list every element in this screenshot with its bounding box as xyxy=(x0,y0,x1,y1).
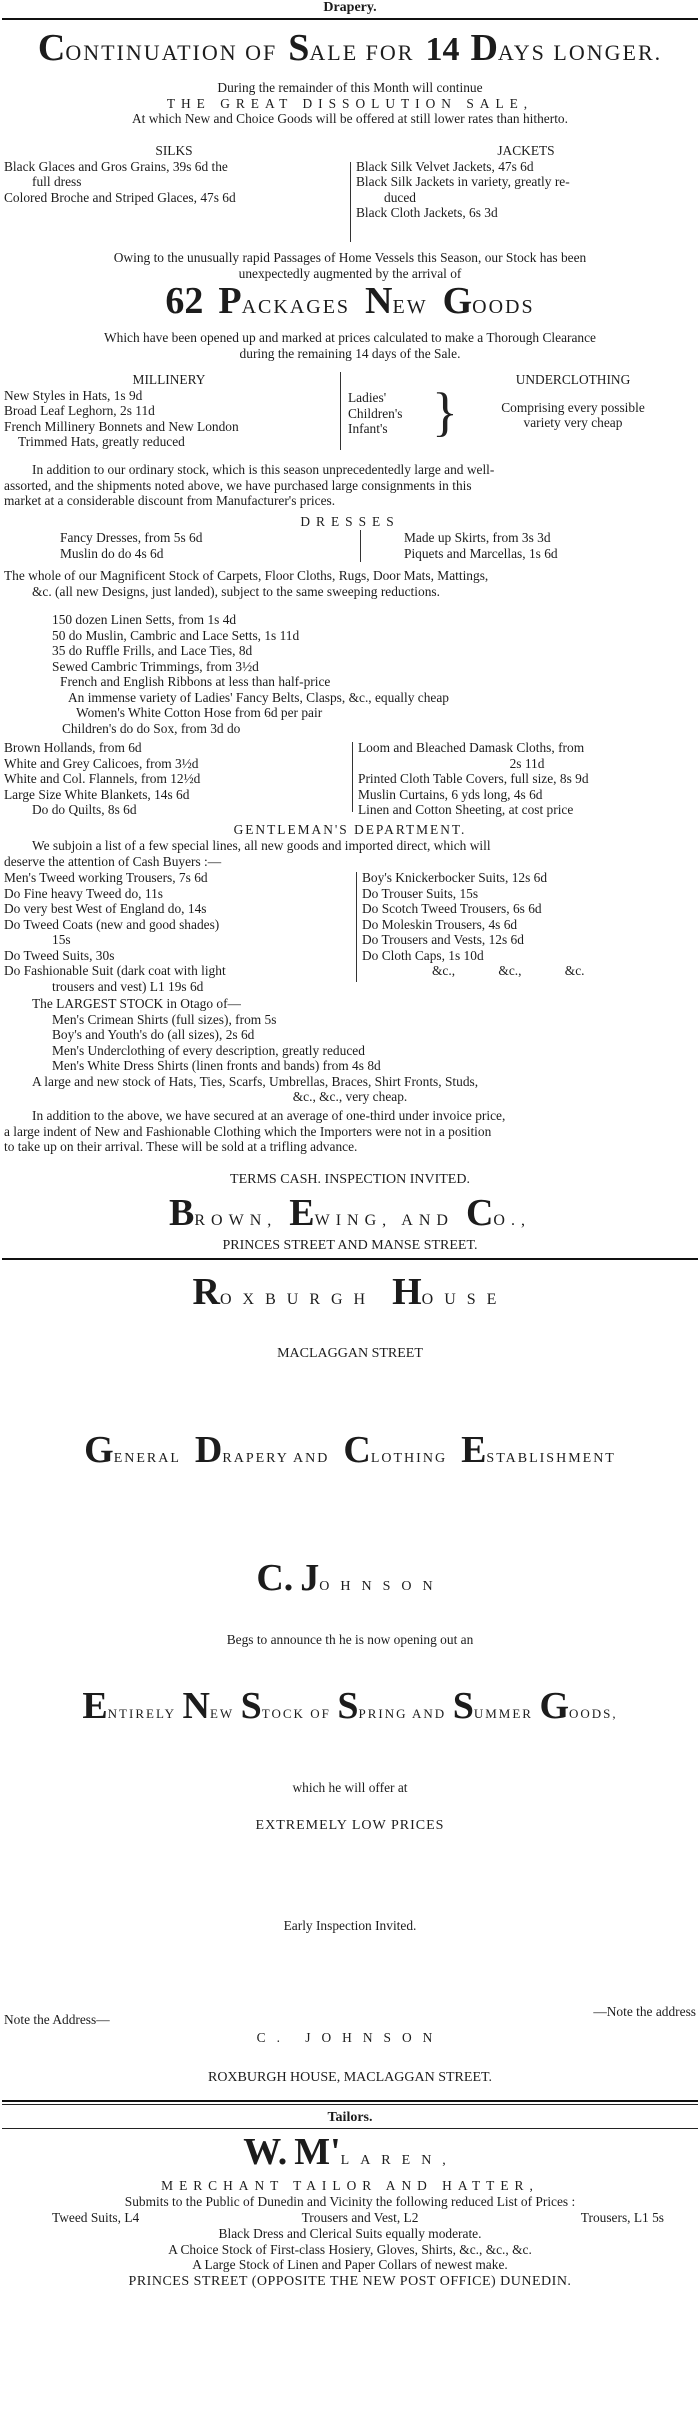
brace: } xyxy=(432,382,458,442)
ad3-prices: Tweed Suits, L4 Trousers and Vest, L2 Trousers, L1 5s xyxy=(52,2210,664,2225)
firm-address: PRINCES STREET AND MANSE STREET. xyxy=(222,1238,478,1253)
divider xyxy=(2,2104,698,2105)
owing-paragraph: Owing to the unusually rapid Passages of Home Vessels this Season, our Stock has been unexpectedly augmented by the arrival of xyxy=(113,250,587,281)
dresses-right: Made up Skirts, from 3s 3d Piquets and Marcellas, 1s 6d xyxy=(404,530,558,561)
terms: TERMS CASH. INSPECTION INVITED. xyxy=(230,1172,470,1187)
gents-left: Men's Tweed working Trousers, 7s 6d Do Fine heavy Tweed do, 11s Do very best West of England do, 14s Do Tweed Coats (new and good shades) 15s Do Tweed Suits, 30s Do Fashionable Suit (dark coat with light trousers and vest) L1 19s 6d xyxy=(4,870,226,994)
linen-list: 150 dozen Linen Setts, from 1s 4d 50 do Muslin, Cambric and Lace Setts, 1s 11d 35 do Ruffle Frills, and Lace Ties, 8d Sewed Cambric Trimmings, from 3½d French and English Ribbons at less than half-price An immense variety of Ladies' Fancy Belts, Clasps, &c., equally cheap Women's White Cotton Hose from 6d per pair Children's do do Sox, from 3d do xyxy=(52,612,449,736)
opened-paragraph: Which have been opened up and marked at prices calculated to make a Thorough Clearance during the remaining 14 days of the Sale. xyxy=(103,330,596,361)
section-heading-drapery: Drapery. xyxy=(323,0,377,15)
ad3-lines: Black Dress and Clerical Suits equally moderate. A Choice Stock of First-class Hosiery, Gloves, Shirts, &c., &c., &c. A Large Stock of Linen and Paper Collars of newest make. xyxy=(168,2226,532,2272)
ad3-name: W. M'LAREN, xyxy=(243,2131,457,2173)
ad2-house: ROXBURGH HOUSE, MACLAGGAN STREET. xyxy=(207,2070,493,2085)
silks-column: SILKS Black Glaces and Gros Grains, 39s 6d the full dress Colored Broche and Striped Glaces, 47s 6d xyxy=(4,143,236,205)
ad2-street: MACLAGGAN STREET xyxy=(277,1346,423,1361)
carpets-paragraph: The whole of our Magnificent Stock of Carpets, Floor Cloths, Rugs, Door Mats, Mattings, &c. (all new Designs, just landed), subject to the same sweeping reductions. xyxy=(4,568,489,599)
ad3-trade: MERCHANT TAILOR AND HATTER, xyxy=(161,2178,539,2193)
ad2-signature: C. JOHNSON xyxy=(256,2030,444,2045)
dresses-heading: DRESSES xyxy=(300,514,400,529)
dresses-left: Fancy Dresses, from 5s 6d Muslin do do 4s 6d xyxy=(60,530,203,561)
largest-stock: The LARGEST STOCK in Otago of— Men's Crimean Shirts (full sizes), from 5s Boy's and Youth's do (all sizes), 2s 6d Men's Underclothing of every description, greatly reduced Men's White Dress Shirts (linen fronts and bands) from 4s 8d A large and new stock of Hats, Ties, Scarfs, Umbrellas, Braces, Shirt Fronts, Studs, &c., &c., very cheap. xyxy=(32,996,479,1104)
addition2-paragraph: In addition to the above, we have secured at an average of one-third under invoice price, a large indent of New and Fashionable Clothing which the Importers were not in a position to take up on their arrival. These will be sold at a trifling advance. xyxy=(4,1108,506,1154)
drop-cap: D xyxy=(470,27,498,69)
drop-cap: C xyxy=(37,27,66,69)
underclothing-column: UNDERCLOTHING Comprising every possible variety very cheap xyxy=(501,372,645,430)
ad2-title: ROXBURGH HOUSE xyxy=(192,1271,508,1313)
drop-cap: S xyxy=(288,27,310,69)
addition1-paragraph: In addition to our ordinary stock, which is this season unprecedentedly large and well- assorted, and the shipments noted above, we have purchased large consignments in this market at a considerable discount from Manufacturer's prices. xyxy=(4,462,495,508)
divider xyxy=(2,1258,698,1260)
ad2-note-left: Note the Address— xyxy=(4,2012,110,2027)
ad1-intro: During the remainder of this Month will continue THE GREAT DISSOLUTION SALE, At which New and Choice Goods will be offered at still lower rates than hitherto. xyxy=(132,80,568,126)
ad2-name: C. JOHNSON xyxy=(256,1557,444,1599)
ad2-stock: ENTIRELY NEW STOCK OF SPRING AND SUMMER GOODS, xyxy=(82,1685,618,1727)
ad2-offer: which he will offer at xyxy=(292,1780,408,1795)
gents-intro: We subjoin a list of a few special lines, all new goods and imported direct, which will deserve the attention of Cash Buyers :— xyxy=(4,838,491,869)
ad2-early: Early Inspection Invited. xyxy=(283,1918,417,1933)
ad3-address: PRINCES STREET (OPPOSITE THE NEW POST OFFICE) DUNEDIN. xyxy=(128,2274,572,2289)
gents-heading: GENTLEMAN'S DEPARTMENT. xyxy=(233,822,467,837)
packages-headline: 62 PACKAGES NEW GOODS xyxy=(165,280,535,322)
ad3-submits: Submits to the Public of Dunedin and Vicinity the following reduced List of Prices : xyxy=(124,2194,576,2209)
goods-left: Brown Hollands, from 6d White and Grey Calicoes, from 3½d White and Col. Flannels, from 12½d Large Size White Blankets, 14s 6d Do do Quilts, 8s 6d xyxy=(4,740,201,817)
ad2-establishment: GENERAL DRAPERY AND CLOTHING ESTABLISHMENT xyxy=(84,1429,616,1471)
firm-name: BROWN, EWING, AND CO., xyxy=(169,1192,531,1234)
ad1-headline: CONTINUATION OF SALE FOR 14 DAYS LONGER. xyxy=(37,27,663,69)
divider xyxy=(2,18,698,20)
underclothing-labels: Ladies' Children's Infant's xyxy=(348,390,403,436)
divider xyxy=(2,2100,698,2102)
ad2-note-right: —Note the address xyxy=(593,2004,696,2019)
gents-right: Boy's Knickerbocker Suits, 12s 6d Do Trouser Suits, 15s Do Scotch Tweed Trousers, 6s 6d Do Moleskin Trousers, 4s 6d Do Trousers and Vests, 12s 6d Do Cloth Caps, 1s 10d &c., &c., &c. xyxy=(362,870,585,978)
goods-right: Loom and Bleached Damask Cloths, from 2s 11d Printed Cloth Table Covers, full size, 8s 9d Muslin Curtains, 6 yds long, 4s 6d Linen and Cotton Sheeting, at cost price xyxy=(358,740,589,817)
millinery-column: MILLINERY New Styles in Hats, 1s 9d Broad Leaf Leghorn, 2s 11d French Millinery Bonnets and New London Trimmed Hats, greatly reduced xyxy=(4,372,239,449)
section-heading-tailors: Tailors. xyxy=(327,2110,373,2125)
jackets-column: JACKETS Black Silk Velvet Jackets, 47s 6d Black Silk Jackets in variety, greatly re- duced Black Cloth Jackets, 6s 3d xyxy=(356,143,570,220)
ad2-prices: EXTREMELY LOW PRICES xyxy=(255,1818,445,1833)
ad2-announce: Begs to announce th he is now opening out an xyxy=(226,1632,474,1647)
